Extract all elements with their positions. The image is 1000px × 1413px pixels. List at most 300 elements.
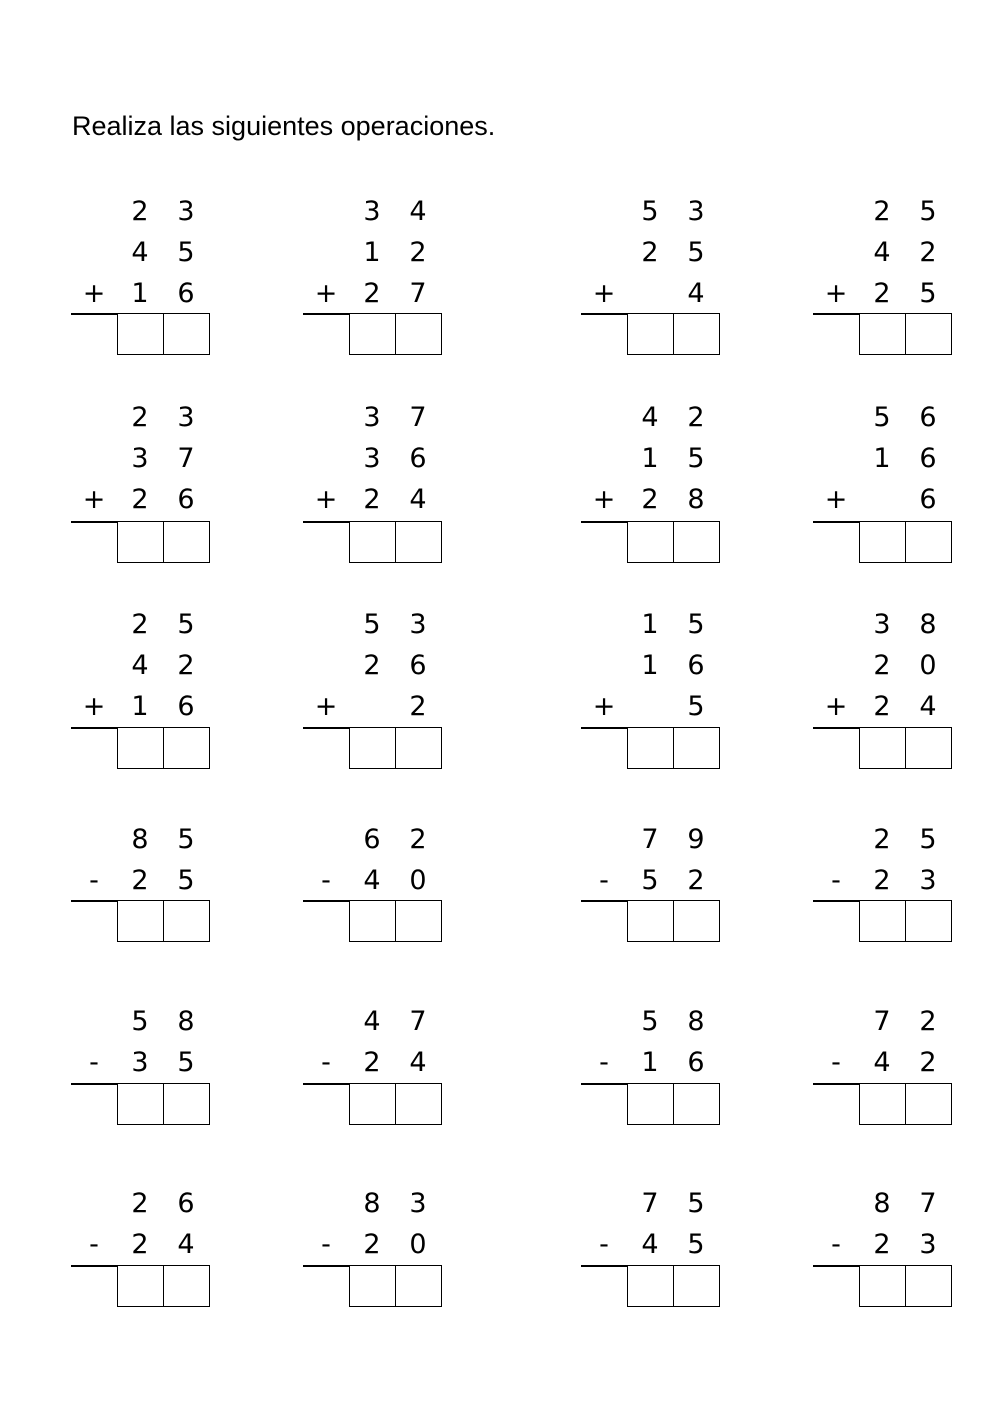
operand-row xyxy=(581,860,721,901)
answer-ones-box[interactable] xyxy=(163,1265,210,1307)
tens-digit: 2 xyxy=(131,609,149,640)
ones-digit: 5 xyxy=(687,237,705,268)
operator-sign xyxy=(79,1183,109,1224)
operator-sign xyxy=(589,819,619,860)
ones-digit: 4 xyxy=(409,196,427,227)
operator-sign: + xyxy=(592,484,616,515)
answer-boxes xyxy=(71,1265,211,1307)
answer-boxes xyxy=(813,521,953,563)
tens-digit: 3 xyxy=(131,1047,149,1078)
operator-sign: + xyxy=(592,691,616,722)
tens-digit: 3 xyxy=(363,402,381,433)
operand-row xyxy=(581,604,721,645)
ones-digit: 6 xyxy=(409,443,427,474)
answer-tens-box[interactable] xyxy=(349,521,396,563)
tens-digit: 8 xyxy=(873,1188,891,1219)
answer-ones-box[interactable] xyxy=(673,1083,720,1125)
operand-row xyxy=(303,438,443,479)
tens-digit: 2 xyxy=(641,237,659,268)
answer-tens-box[interactable] xyxy=(117,1083,164,1125)
operator-sign xyxy=(821,191,851,232)
operand-row xyxy=(813,1224,953,1265)
answer-ones-box[interactable] xyxy=(395,313,442,355)
tens-digit: 1 xyxy=(363,237,381,268)
tens-digit: 2 xyxy=(873,278,891,309)
ones-digit: 5 xyxy=(687,1188,705,1219)
answer-ones-box[interactable] xyxy=(905,1083,952,1125)
operand-row xyxy=(303,604,443,645)
answer-tens-box[interactable] xyxy=(859,900,906,942)
ones-digit: 5 xyxy=(687,609,705,640)
ones-digit: 3 xyxy=(177,402,195,433)
operator-sign xyxy=(821,232,851,273)
tens-digit xyxy=(635,686,665,727)
tens-digit: 2 xyxy=(131,484,149,515)
operand-row xyxy=(71,645,211,686)
ones-digit: 5 xyxy=(177,824,195,855)
operator-sign: - xyxy=(831,1229,841,1260)
operator-sign xyxy=(311,1183,341,1224)
answer-tens-box[interactable] xyxy=(859,521,906,563)
ones-digit: 6 xyxy=(919,402,937,433)
operator-sign: + xyxy=(314,278,338,309)
operand-row xyxy=(71,1224,211,1265)
answer-boxes xyxy=(581,313,721,355)
operand-row xyxy=(813,1183,953,1224)
ones-digit: 5 xyxy=(919,278,937,309)
answer-ones-box[interactable] xyxy=(673,1265,720,1307)
operator-sign: - xyxy=(599,1229,609,1260)
answer-ones-box[interactable] xyxy=(673,900,720,942)
operator-sign xyxy=(589,645,619,686)
answer-boxes xyxy=(71,521,211,563)
operand-row xyxy=(303,273,443,314)
answer-ones-box[interactable] xyxy=(395,900,442,942)
ones-digit: 0 xyxy=(409,1229,427,1260)
ones-digit: 2 xyxy=(687,865,705,896)
ones-digit: 3 xyxy=(919,865,937,896)
tens-digit: 1 xyxy=(641,609,659,640)
ones-digit: 2 xyxy=(919,1047,937,1078)
operator-sign xyxy=(79,397,109,438)
operand-row xyxy=(813,273,953,314)
tens-digit: 1 xyxy=(641,1047,659,1078)
ones-digit: 2 xyxy=(177,650,195,681)
answer-ones-box[interactable] xyxy=(905,1265,952,1307)
operand-row xyxy=(303,819,443,860)
ones-digit: 6 xyxy=(177,691,195,722)
operator-sign xyxy=(311,645,341,686)
operand-row xyxy=(303,686,443,727)
answer-ones-box[interactable] xyxy=(163,1083,210,1125)
ones-digit: 6 xyxy=(919,443,937,474)
operand-row xyxy=(813,860,953,901)
operator-sign xyxy=(821,1183,851,1224)
ones-digit: 2 xyxy=(409,824,427,855)
ones-digit: 5 xyxy=(919,196,937,227)
tens-digit: 5 xyxy=(363,609,381,640)
operator-sign xyxy=(589,604,619,645)
operator-sign xyxy=(821,604,851,645)
ones-digit: 2 xyxy=(409,691,427,722)
tens-digit: 2 xyxy=(131,1188,149,1219)
tens-digit: 2 xyxy=(873,650,891,681)
answer-boxes xyxy=(71,313,211,355)
tens-digit: 5 xyxy=(641,196,659,227)
tens-digit: 7 xyxy=(873,1006,891,1037)
operator-sign xyxy=(311,438,341,479)
ones-digit: 0 xyxy=(409,865,427,896)
operand-row xyxy=(71,686,211,727)
answer-ones-box[interactable] xyxy=(395,521,442,563)
ones-digit: 2 xyxy=(919,237,937,268)
answer-boxes xyxy=(71,1083,211,1125)
operand-row xyxy=(71,397,211,438)
operand-row xyxy=(813,1001,953,1042)
operand-row xyxy=(581,232,721,273)
operand-row xyxy=(303,1224,443,1265)
ones-digit: 8 xyxy=(687,484,705,515)
answer-tens-box[interactable] xyxy=(349,313,396,355)
operand-row xyxy=(581,645,721,686)
tens-digit: 2 xyxy=(873,691,891,722)
answer-ones-box[interactable] xyxy=(673,727,720,769)
operand-row xyxy=(71,273,211,314)
tens-digit: 2 xyxy=(363,1047,381,1078)
tens-digit: 7 xyxy=(641,1188,659,1219)
tens-digit: 2 xyxy=(131,402,149,433)
operand-row xyxy=(71,1042,211,1083)
operator-sign xyxy=(311,604,341,645)
operand-row xyxy=(581,1183,721,1224)
operand-row xyxy=(71,1183,211,1224)
ones-digit: 4 xyxy=(409,484,427,515)
answer-ones-box[interactable] xyxy=(673,521,720,563)
ones-digit: 5 xyxy=(687,443,705,474)
operand-row xyxy=(813,645,953,686)
operand-row xyxy=(581,397,721,438)
ones-digit: 7 xyxy=(409,1006,427,1037)
operator-sign xyxy=(311,232,341,273)
operand-row xyxy=(581,438,721,479)
tens-digit: 4 xyxy=(131,650,149,681)
operator-sign xyxy=(311,1001,341,1042)
ones-digit: 7 xyxy=(177,443,195,474)
answer-boxes xyxy=(71,900,211,942)
operator-sign: - xyxy=(321,865,331,896)
answer-ones-box[interactable] xyxy=(905,313,952,355)
tens-digit xyxy=(867,479,897,520)
ones-digit: 5 xyxy=(177,609,195,640)
operator-sign xyxy=(821,645,851,686)
operator-sign xyxy=(79,438,109,479)
answer-tens-box[interactable] xyxy=(349,1083,396,1125)
tens-digit: 2 xyxy=(363,1229,381,1260)
operator-sign: + xyxy=(824,484,848,515)
answer-tens-box[interactable] xyxy=(859,1083,906,1125)
operand-row xyxy=(71,479,211,520)
tens-digit: 5 xyxy=(873,402,891,433)
operator-sign: + xyxy=(824,278,848,309)
tens-digit: 8 xyxy=(363,1188,381,1219)
operand-row xyxy=(71,191,211,232)
ones-digit: 3 xyxy=(409,1188,427,1219)
operator-sign: - xyxy=(89,865,99,896)
operand-row xyxy=(71,438,211,479)
tens-digit: 3 xyxy=(363,196,381,227)
operand-row xyxy=(581,1042,721,1083)
answer-tens-box[interactable] xyxy=(627,1083,674,1125)
answer-tens-box[interactable] xyxy=(627,727,674,769)
ones-digit: 3 xyxy=(919,1229,937,1260)
operand-row xyxy=(813,686,953,727)
ones-digit: 6 xyxy=(177,278,195,309)
operator-sign: - xyxy=(321,1047,331,1078)
ones-digit: 4 xyxy=(177,1229,195,1260)
ones-digit: 2 xyxy=(687,402,705,433)
operand-row xyxy=(581,1001,721,1042)
tens-digit: 4 xyxy=(873,1047,891,1078)
answer-ones-box[interactable] xyxy=(395,1265,442,1307)
operand-row xyxy=(581,273,721,314)
ones-digit: 7 xyxy=(409,278,427,309)
operator-sign: - xyxy=(831,865,841,896)
ones-digit: 0 xyxy=(919,650,937,681)
operand-row xyxy=(71,860,211,901)
operator-sign xyxy=(79,604,109,645)
ones-digit: 9 xyxy=(687,824,705,855)
operand-row xyxy=(303,232,443,273)
operator-sign: - xyxy=(599,865,609,896)
answer-tens-box[interactable] xyxy=(349,1265,396,1307)
answer-tens-box[interactable] xyxy=(349,727,396,769)
operator-sign xyxy=(79,191,109,232)
operand-row xyxy=(71,604,211,645)
answer-boxes xyxy=(581,727,721,769)
ones-digit: 4 xyxy=(409,1047,427,1078)
tens-digit: 4 xyxy=(873,237,891,268)
operator-sign xyxy=(589,438,619,479)
tens-digit: 4 xyxy=(641,402,659,433)
operator-sign xyxy=(79,1001,109,1042)
operator-sign: - xyxy=(831,1047,841,1078)
operand-row xyxy=(581,686,721,727)
ones-digit: 3 xyxy=(177,196,195,227)
operand-row xyxy=(303,860,443,901)
operand-row xyxy=(813,1042,953,1083)
worksheet-instruction: Realiza las siguientes operaciones. xyxy=(72,111,496,141)
ones-digit: 5 xyxy=(687,1229,705,1260)
answer-boxes xyxy=(71,727,211,769)
ones-digit: 8 xyxy=(687,1006,705,1037)
operand-row xyxy=(813,397,953,438)
answer-boxes xyxy=(581,1083,721,1125)
operand-row xyxy=(303,479,443,520)
operator-sign xyxy=(589,1183,619,1224)
operand-row xyxy=(581,819,721,860)
tens-digit: 3 xyxy=(873,609,891,640)
tens-digit: 1 xyxy=(641,443,659,474)
tens-digit xyxy=(357,686,387,727)
answer-ones-box[interactable] xyxy=(163,900,210,942)
ones-digit: 5 xyxy=(687,691,705,722)
answer-ones-box[interactable] xyxy=(395,1083,442,1125)
answer-boxes xyxy=(303,1265,443,1307)
tens-digit: 2 xyxy=(873,824,891,855)
operator-sign xyxy=(589,397,619,438)
tens-digit: 4 xyxy=(363,865,381,896)
operator-sign: - xyxy=(599,1047,609,1078)
tens-digit: 4 xyxy=(131,237,149,268)
answer-boxes xyxy=(813,1265,953,1307)
tens-digit: 2 xyxy=(873,865,891,896)
operand-row xyxy=(813,819,953,860)
operator-sign: + xyxy=(592,278,616,309)
operand-row xyxy=(303,191,443,232)
ones-digit: 4 xyxy=(919,691,937,722)
tens-digit: 8 xyxy=(131,824,149,855)
operand-row xyxy=(71,819,211,860)
ones-digit: 8 xyxy=(177,1006,195,1037)
operator-sign xyxy=(311,191,341,232)
answer-tens-box[interactable] xyxy=(859,727,906,769)
tens-digit: 1 xyxy=(131,278,149,309)
answer-ones-box[interactable] xyxy=(163,727,210,769)
tens-digit: 1 xyxy=(131,691,149,722)
tens-digit: 1 xyxy=(641,650,659,681)
operator-sign xyxy=(79,232,109,273)
tens-digit: 1 xyxy=(873,443,891,474)
tens-digit: 2 xyxy=(363,278,381,309)
operator-sign xyxy=(821,397,851,438)
ones-digit: 6 xyxy=(177,1188,195,1219)
ones-digit: 3 xyxy=(409,609,427,640)
answer-boxes xyxy=(813,900,953,942)
answer-ones-box[interactable] xyxy=(673,313,720,355)
operand-row xyxy=(813,232,953,273)
answer-boxes xyxy=(303,521,443,563)
operator-sign xyxy=(821,438,851,479)
ones-digit: 5 xyxy=(177,865,195,896)
tens-digit: 3 xyxy=(363,443,381,474)
answer-tens-box[interactable] xyxy=(627,900,674,942)
answer-boxes xyxy=(813,313,953,355)
operand-row xyxy=(303,1042,443,1083)
tens-digit: 4 xyxy=(641,1229,659,1260)
tens-digit: 2 xyxy=(873,1229,891,1260)
tens-digit: 2 xyxy=(641,484,659,515)
tens-digit: 5 xyxy=(641,1006,659,1037)
operand-row xyxy=(303,1183,443,1224)
ones-digit: 3 xyxy=(687,196,705,227)
answer-tens-box[interactable] xyxy=(859,313,906,355)
ones-digit: 5 xyxy=(177,1047,195,1078)
operand-row xyxy=(581,479,721,520)
answer-tens-box[interactable] xyxy=(117,900,164,942)
answer-ones-box[interactable] xyxy=(905,521,952,563)
ones-digit: 6 xyxy=(409,650,427,681)
answer-boxes xyxy=(303,313,443,355)
operand-row xyxy=(303,1001,443,1042)
tens-digit: 2 xyxy=(363,484,381,515)
answer-tens-box[interactable] xyxy=(627,313,674,355)
tens-digit: 5 xyxy=(641,865,659,896)
answer-tens-box[interactable] xyxy=(117,1265,164,1307)
answer-tens-box[interactable] xyxy=(627,1265,674,1307)
tens-digit: 2 xyxy=(873,196,891,227)
answer-ones-box[interactable] xyxy=(905,900,952,942)
answer-tens-box[interactable] xyxy=(117,521,164,563)
answer-boxes xyxy=(581,900,721,942)
operand-row xyxy=(581,1224,721,1265)
ones-digit: 7 xyxy=(919,1188,937,1219)
operand-row xyxy=(813,604,953,645)
answer-tens-box[interactable] xyxy=(117,313,164,355)
answer-ones-box[interactable] xyxy=(905,727,952,769)
answer-ones-box[interactable] xyxy=(163,313,210,355)
ones-digit: 2 xyxy=(409,237,427,268)
tens-digit: 2 xyxy=(131,196,149,227)
operator-sign xyxy=(311,819,341,860)
operand-row xyxy=(813,191,953,232)
tens-digit: 2 xyxy=(131,865,149,896)
operator-sign: + xyxy=(82,484,106,515)
tens-digit: 2 xyxy=(363,650,381,681)
answer-boxes xyxy=(303,727,443,769)
operator-sign xyxy=(589,232,619,273)
ones-digit: 6 xyxy=(687,1047,705,1078)
tens-digit: 7 xyxy=(641,824,659,855)
answer-ones-box[interactable] xyxy=(163,521,210,563)
ones-digit: 7 xyxy=(409,402,427,433)
answer-tens-box[interactable] xyxy=(117,727,164,769)
operator-sign: - xyxy=(89,1229,99,1260)
operand-row xyxy=(71,232,211,273)
answer-boxes xyxy=(303,900,443,942)
operator-sign: - xyxy=(89,1047,99,1078)
answer-boxes xyxy=(303,1083,443,1125)
answer-ones-box[interactable] xyxy=(395,727,442,769)
ones-digit: 4 xyxy=(687,278,705,309)
tens-digit: 4 xyxy=(363,1006,381,1037)
ones-digit: 8 xyxy=(919,609,937,640)
operand-row xyxy=(303,645,443,686)
ones-digit: 2 xyxy=(919,1006,937,1037)
operator-sign xyxy=(589,1001,619,1042)
operand-row xyxy=(581,191,721,232)
ones-digit: 5 xyxy=(177,237,195,268)
operator-sign: + xyxy=(824,691,848,722)
tens-digit: 6 xyxy=(363,824,381,855)
answer-tens-box[interactable] xyxy=(859,1265,906,1307)
answer-boxes xyxy=(581,1265,721,1307)
operator-sign: + xyxy=(82,278,106,309)
operator-sign: + xyxy=(82,691,106,722)
answer-tens-box[interactable] xyxy=(349,900,396,942)
ones-digit: 5 xyxy=(919,824,937,855)
operand-row xyxy=(71,1001,211,1042)
tens-digit: 2 xyxy=(131,1229,149,1260)
answer-boxes xyxy=(581,521,721,563)
operator-sign xyxy=(79,645,109,686)
answer-boxes xyxy=(813,727,953,769)
tens-digit: 5 xyxy=(131,1006,149,1037)
ones-digit: 6 xyxy=(919,484,937,515)
tens-digit: 3 xyxy=(131,443,149,474)
answer-tens-box[interactable] xyxy=(627,521,674,563)
operator-sign xyxy=(589,191,619,232)
ones-digit: 6 xyxy=(177,484,195,515)
